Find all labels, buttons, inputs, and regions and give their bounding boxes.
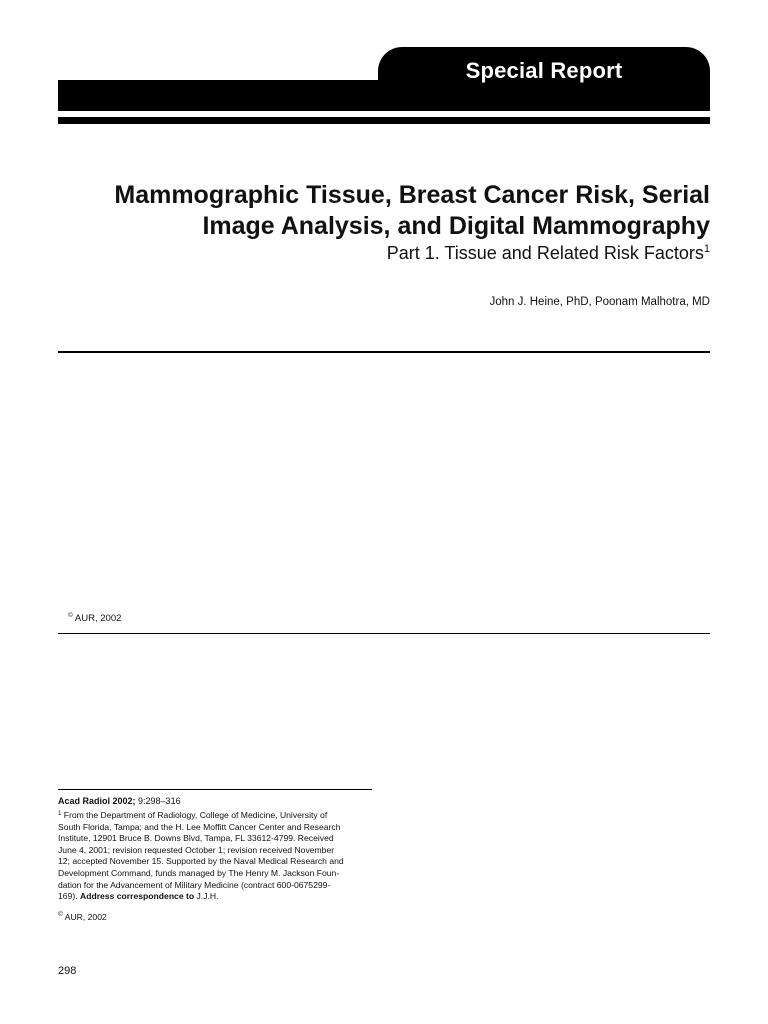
footnote-line-text: From the Department of Radiology, College of Medicine, University of xyxy=(61,810,328,820)
subtitle-text: Part 1. Tissue and Related Risk Factors xyxy=(386,243,704,263)
copyright-text: AUR, 2002 xyxy=(62,912,107,922)
subtitle-footnote-mark: 1 xyxy=(703,243,710,255)
copyright-notice-bottom xyxy=(58,911,107,923)
page-number: 298 xyxy=(58,965,77,977)
title-line-1: Mammographic Tissue, Breast Cancer Risk, Serial xyxy=(114,181,710,209)
footnote-line xyxy=(58,891,374,903)
article-title xyxy=(58,180,710,242)
correspondence-value: J.J.H. xyxy=(194,891,219,902)
copyright-symbol: © xyxy=(68,612,73,619)
correspondence-label: Address correspondence to xyxy=(79,891,195,902)
copyright-symbol: © xyxy=(58,911,63,918)
article-subtitle xyxy=(58,241,710,265)
section-label: Special Report xyxy=(465,58,623,83)
footnote-line: dation for the Advancement of Military Medicine (contract 600-0675299- xyxy=(58,879,331,890)
footnote-line: June 4, 2001; revision requested October 1; revision received November xyxy=(58,844,335,855)
footnote-line: Institute, 12901 Bruce B. Downs Blvd, Tampa, FL 33612-4799. Received xyxy=(58,833,334,844)
footnote-line: South Florida, Tampa; and the H. Lee Moffitt Cancer Center and Research xyxy=(58,821,341,832)
copyright-notice-top xyxy=(68,612,121,626)
title-line-2: Image Analysis, and Digital Mammography xyxy=(202,212,710,240)
footnote-line: 12; accepted November 15. Supported by the Naval Medical Research and xyxy=(58,856,344,867)
citation-pages: 9:298–316 xyxy=(135,796,181,806)
citation-journal: Acad Radiol 2002; xyxy=(58,796,136,806)
author-list: John J. Heine, PhD, Poonam Malhotra, MD xyxy=(489,296,710,308)
abstract-divider xyxy=(58,633,710,634)
title-divider xyxy=(58,351,710,353)
footnote-line xyxy=(58,810,374,822)
footnote-line: Development Command, funds managed by The Henry M. Jackson Foun- xyxy=(58,867,340,878)
header-rule xyxy=(58,117,710,124)
copyright-text: AUR, 2002 xyxy=(72,613,122,624)
affiliation-footnote xyxy=(58,810,374,903)
footnote-last-prefix: 169). xyxy=(58,891,80,902)
journal-citation xyxy=(58,795,181,808)
footnote-divider xyxy=(58,789,372,790)
footnote-mark: 1 xyxy=(58,811,62,817)
